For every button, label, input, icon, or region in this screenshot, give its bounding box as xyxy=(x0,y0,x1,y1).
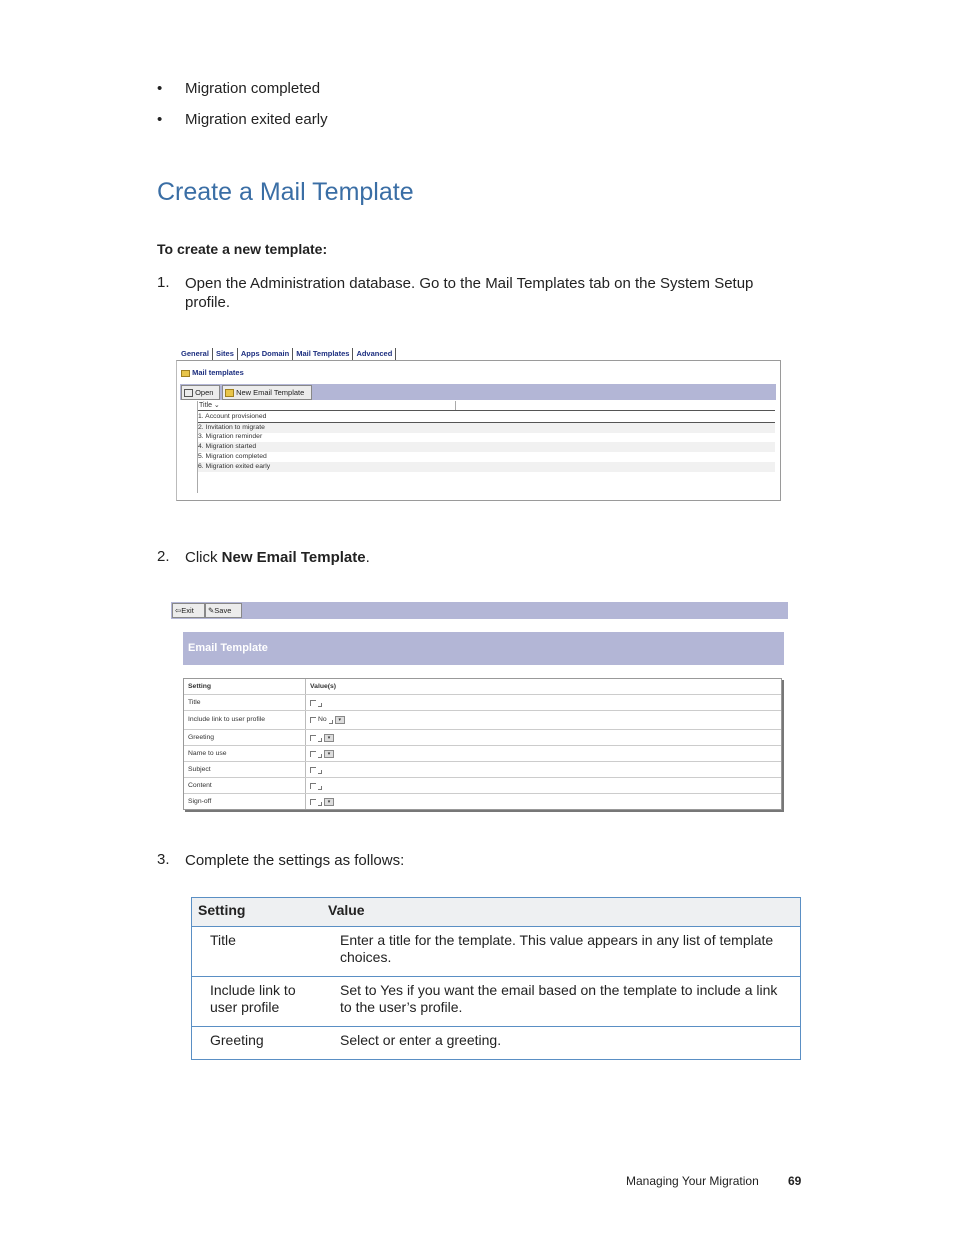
exit-button[interactable]: ⇦Exit xyxy=(172,603,205,618)
save-button[interactable]: ✎Save xyxy=(205,603,242,618)
section-heading: Create a Mail Template xyxy=(157,178,414,206)
form-row-content: Content xyxy=(184,778,781,794)
column-header-value: Value xyxy=(322,898,801,927)
sign-off-combo[interactable] xyxy=(306,794,781,809)
name-to-use-combo[interactable] xyxy=(306,746,781,761)
table-row: Greeting Select or enter a greeting. xyxy=(192,1027,801,1060)
table-row: Include link to user profile Set to Yes if you want the email based on the template to include a link to the user’s profile. xyxy=(192,977,801,1027)
email-template-form xyxy=(183,678,782,810)
tab-apps-domain[interactable]: Apps Domain xyxy=(238,348,293,360)
content-field[interactable] xyxy=(306,778,781,793)
form-row-include-link: Include link to user profile No ▾ xyxy=(184,711,781,730)
bullet-item: Migration completed xyxy=(185,80,321,97)
open-icon xyxy=(184,389,193,397)
chevron-down-icon: ▾ xyxy=(324,798,334,806)
greeting-combo[interactable] xyxy=(306,730,781,745)
new-document-icon xyxy=(225,389,234,397)
tab-mail-templates[interactable]: Mail Templates xyxy=(293,348,353,360)
chevron-down-icon: ▾ xyxy=(324,750,334,758)
step-number: 1. xyxy=(157,274,170,291)
save-icon: ✎ xyxy=(208,606,215,615)
form-row-sign-off: Sign-off ▾ xyxy=(184,794,781,809)
form-row-title: Title xyxy=(184,695,781,711)
list-item[interactable]: 4. Migration started xyxy=(198,442,775,452)
chevron-down-icon: ▾ xyxy=(335,716,345,724)
new-email-template-button[interactable]: New Email Template xyxy=(222,385,312,400)
step-text: Complete the settings as follows: xyxy=(185,852,405,869)
table-row: Title Enter a title for the template. This value appears in any list of template choices. xyxy=(192,927,801,977)
bullet-marker: • xyxy=(157,111,163,128)
form-row-name: Name to use ▾ xyxy=(184,746,781,762)
table-header-row xyxy=(192,898,801,927)
chevron-down-icon: ▾ xyxy=(324,734,334,742)
include-link-select[interactable]: No ▾ xyxy=(306,711,781,729)
form-row-subject: Subject xyxy=(184,762,781,778)
exit-icon: ⇦ xyxy=(175,606,182,615)
list-item[interactable]: 6. Migration exited early xyxy=(198,462,775,472)
sort-icon: ⌄ xyxy=(213,402,220,409)
folder-icon xyxy=(181,370,190,377)
list-item[interactable]: 1. Account provisioned xyxy=(198,413,267,420)
step-number: 3. xyxy=(157,851,170,868)
step-text: Open the Administration database. Go to the Mail Templates tab on the System Setup profile. xyxy=(185,275,754,311)
form-row-greeting: Greeting ▾ xyxy=(184,730,781,746)
page-number: 69 xyxy=(788,1174,802,1188)
profile-tabs xyxy=(178,348,396,360)
tab-general[interactable]: General xyxy=(178,348,213,360)
title-field[interactable] xyxy=(306,695,781,710)
list-item[interactable]: 5. Migration completed xyxy=(198,453,267,460)
tab-advanced[interactable]: Advanced xyxy=(353,348,396,360)
list-item[interactable]: 2. Invitation to migrate xyxy=(198,422,775,433)
form-header-row: Setting Value(s) xyxy=(184,679,781,695)
procedure-title: To create a new template: xyxy=(157,241,328,257)
bullet-marker: • xyxy=(157,80,163,97)
view-toolbar xyxy=(180,384,776,400)
form-toolbar xyxy=(171,602,788,619)
footer-section-title: Managing Your Migration xyxy=(626,1174,759,1188)
subject-field[interactable] xyxy=(306,762,781,777)
open-button[interactable]: Open xyxy=(181,385,220,400)
column-header-setting: Setting xyxy=(192,898,323,927)
settings-table xyxy=(191,897,801,1060)
list-item[interactable]: 3. Migration reminder xyxy=(198,433,263,440)
step-number: 2. xyxy=(157,548,170,565)
mail-templates-heading: Mail templates xyxy=(181,368,244,377)
title-column-header[interactable]: Title ⌄ xyxy=(197,401,775,411)
form-banner: Email Template xyxy=(183,632,784,665)
tab-sites[interactable]: Sites xyxy=(213,348,238,360)
step-text: Click New Email Template. xyxy=(185,549,370,566)
bullet-item: Migration exited early xyxy=(185,111,328,128)
